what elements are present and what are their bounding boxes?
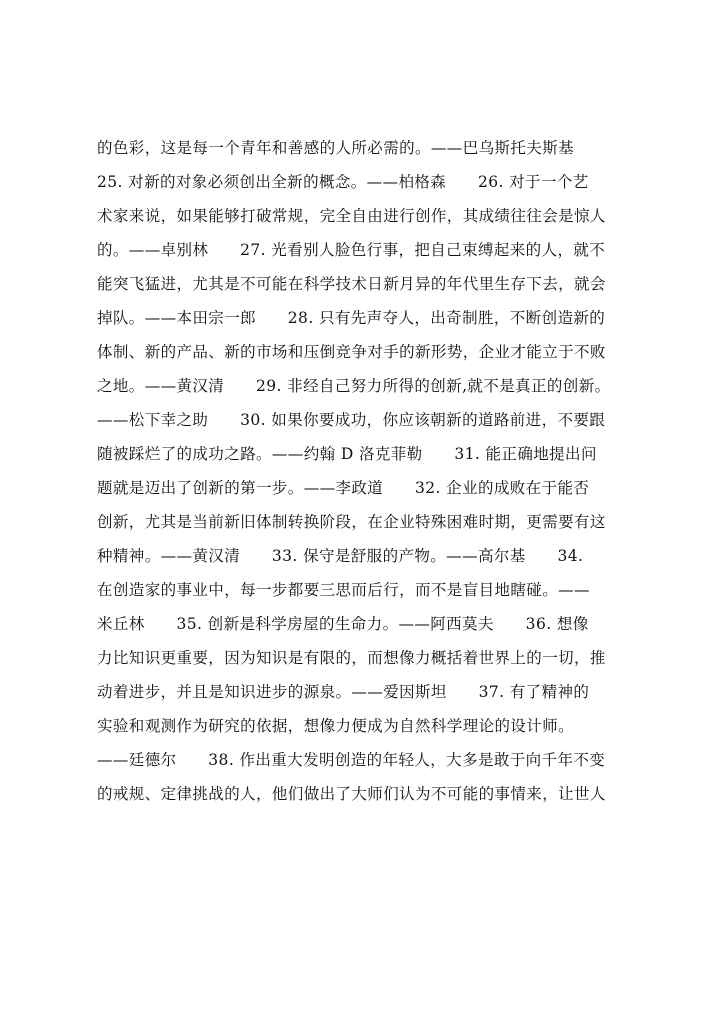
text-line: 创新，尤其是当前新旧体制转换阶段，在企业特殊困难时期，更需要有这: [97, 513, 606, 531]
text-line: 之地。——黄汉清 29. 非经自己努力所得的创新,就不是真正的创新。: [97, 377, 611, 395]
text-line: 的色彩，这是每一个青年和善感的人所必需的。——巴乌斯托夫斯基: [97, 139, 575, 157]
text-line: 种精神。——黄汉清 33. 保守是舒服的产物。——高尔基 34.: [97, 547, 584, 565]
text-line: 实验和观测作为研究的依据，想像力便成为自然科学理论的设计师。: [97, 717, 575, 735]
text-line: 力比知识更重要，因为知识是有限的，而想像力概括着世界上的一切，推: [97, 649, 606, 667]
text-line: 的。——卓别林 27. 光看别人脸色行事，把自己束缚起来的人，就不: [97, 241, 606, 259]
text-line: 的戒规、定律挑战的人，他们做出了大师们认为不可能的事情来，让世人: [97, 785, 606, 803]
text-line: 动着进步，并且是知识进步的源泉。——爱因斯坦 37. 有了精神的: [97, 683, 590, 701]
text-line: 米丘林 35. 创新是科学房屋的生命力。——阿西莫夫 36. 想像: [97, 615, 589, 633]
text-line: 25. 对新的对象必须创出全新的概念。——柏格森 26. 对于一个艺: [97, 173, 589, 191]
text-line: 术家来说，如果能够打破常规，完全自由进行创作，其成绩往往会是惊人: [97, 207, 606, 225]
text-line: ——廷德尔 38. 作出重大发明创造的年轻人，大多是敢于向千年不变: [97, 751, 606, 769]
text-line: 掉队。——本田宗一郎 28. 只有先声夺人，出奇制胜，不断创造新的: [97, 309, 606, 327]
text-line: 能突飞猛进，尤其是不可能在科学技术日新月异的年代里生存下去，就会: [97, 275, 606, 293]
text-line: ——松下幸之助 30. 如果你要成功，你应该朝新的道路前进，不要跟: [97, 411, 606, 429]
text-line: 在创造家的事业中，每一步都要三思而后行，而不是盲目地瞎碰。——: [97, 581, 590, 599]
text-line: 体制、新的产品、新的市场和压倒竞争对手的新形势，企业才能立于不败: [97, 343, 606, 361]
text-line: 题就是迈出了创新的第一步。——李政道 32. 企业的成败在于能否: [97, 479, 590, 497]
quote-text-block: [97, 131, 657, 811]
text-line: 随被踩烂了的成功之路。——约翰 D 洛克菲勒 31. 能正确地提出问: [97, 445, 597, 463]
